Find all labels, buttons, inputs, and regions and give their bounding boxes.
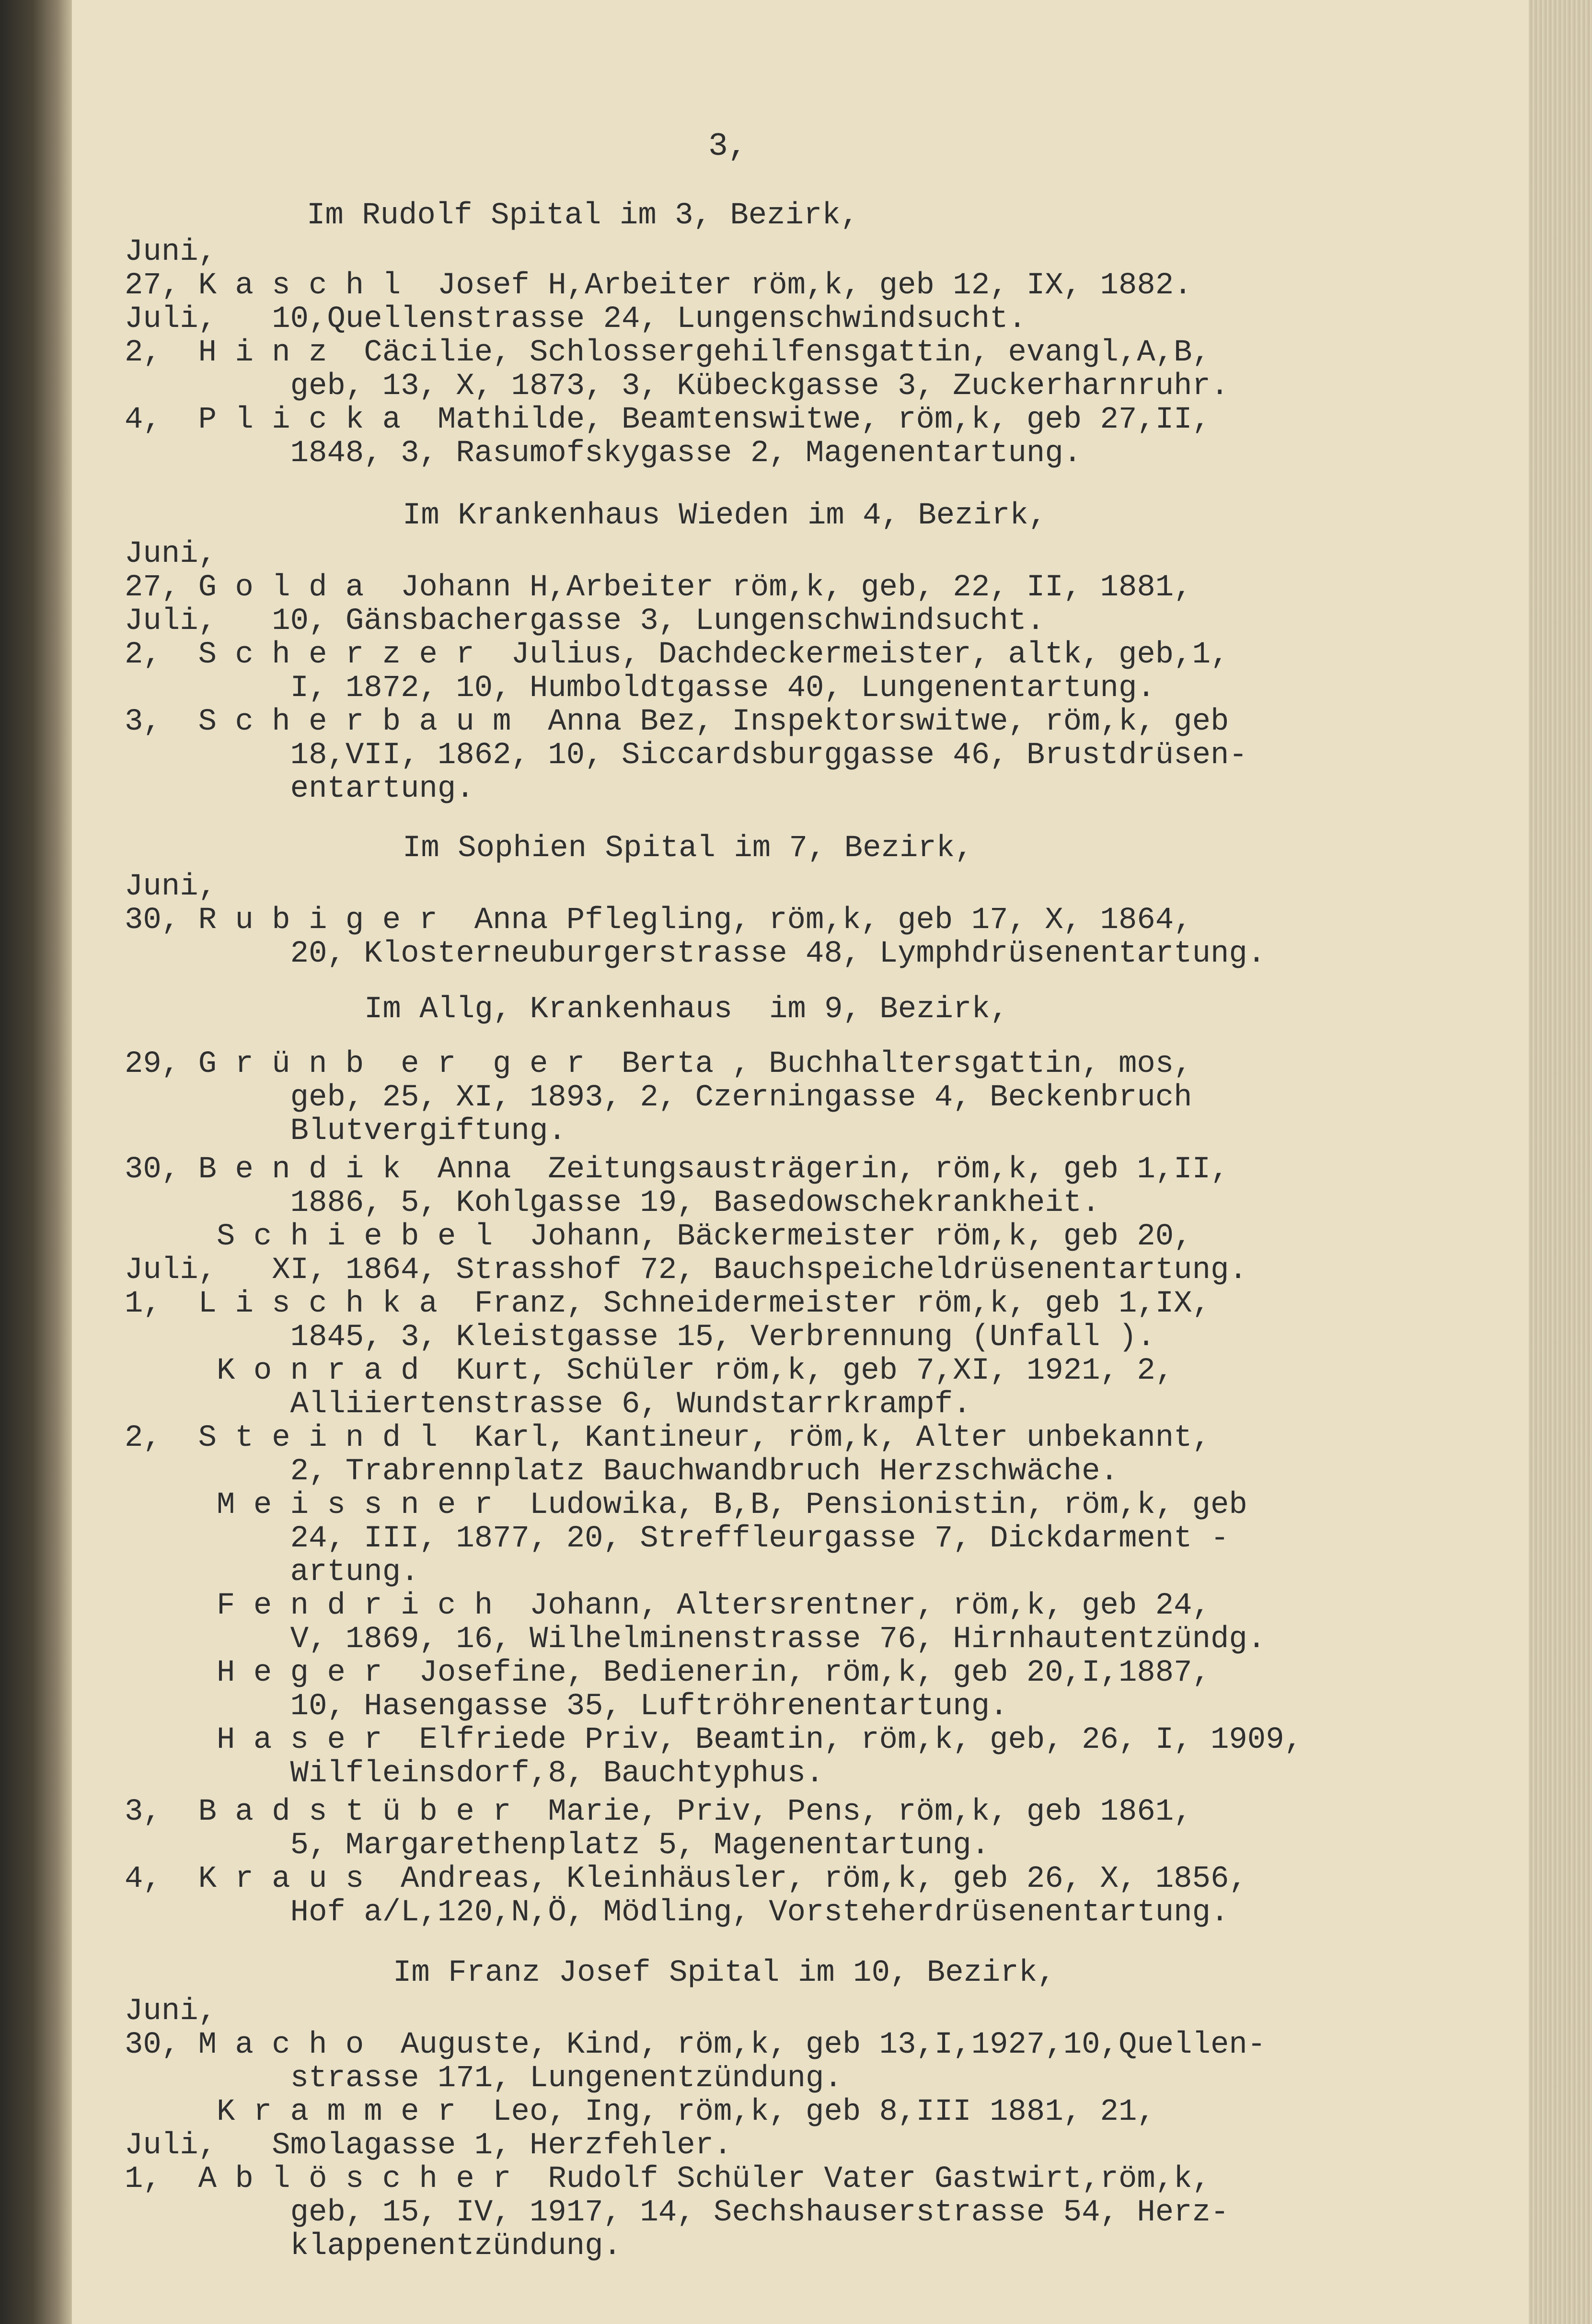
register-line: I, 1872, 10, Humboldtgasse 40, Lungenentartung. <box>125 671 1155 706</box>
register-line: 2, H i n z Cäcilie, Schlossergehilfensgattin, evangl,A,B, <box>125 336 1211 370</box>
register-line: 1, A b l ö s c h e r Rudolf Schüler Vater Gastwirt,röm,k, <box>125 2162 1211 2196</box>
register-line: S c h i e b e l Johann, Bäckermeister röm,k, geb 20, <box>125 1220 1192 1254</box>
register-line: Wilfleinsdorf,8, Bauchtyphus. <box>125 1756 824 1791</box>
register-line: Juni, <box>125 870 217 904</box>
register-line: geb, 13, X, 1873, 3, Kübeckgasse 3, Zuckerharnruhr. <box>125 369 1229 404</box>
register-line: klappenentzündung. <box>125 2229 622 2264</box>
register-line: 1, L i s c h k a Franz, Schneidermeister röm,k, geb 1,IX, <box>125 1287 1211 1321</box>
register-line: V, 1869, 16, Wilhelminenstrasse 76, Hirnhautentzündg. <box>125 1622 1266 1657</box>
register-line: 30, R u b i g e r Anna Pflegling, röm,k, geb 17, X, 1864, <box>125 903 1192 938</box>
register-line: 1848, 3, Rasumofskygasse 2, Magenentartung. <box>125 436 1082 471</box>
register-line: 30, M a c h o Auguste, Kind, röm,k, geb 13,I,1927,10,Quellen- <box>125 2028 1266 2062</box>
register-line: strasse 171, Lungenentzündung. <box>125 2061 842 2096</box>
register-line: Juni, <box>125 235 217 269</box>
section-heading: Im Sophien Spital im 7, Bezirk, <box>403 831 973 866</box>
register-line: 1845, 3, Kleistgasse 15, Verbrennung (Unfall ). <box>125 1320 1155 1355</box>
register-line: 3, B a d s t ü b e r Marie, Priv, Pens, röm,k, geb 1861, <box>125 1795 1192 1829</box>
register-line: 5, Margarethenplatz 5, Magenentartung. <box>125 1828 990 1863</box>
register-line: H a s e r Elfriede Priv, Beamtin, röm,k, geb, 26, I, 1909, <box>125 1723 1303 1757</box>
register-line: Blutvergiftung. <box>125 1114 566 1149</box>
register-line: Juli, 10, Gänsbachergasse 3, Lungenschwindsucht. <box>125 604 1045 639</box>
register-line: Juli, 10,Quellenstrasse 24, Lungenschwindsucht. <box>125 302 1027 337</box>
register-line: entartung. <box>125 772 474 806</box>
page-edges <box>1529 0 1592 2324</box>
register-line: 10, Hasengasse 35, Luftröhrenentartung. <box>125 1689 1008 1724</box>
register-line: 18,VII, 1862, 10, Siccardsburggasse 46, Brustdrüsen- <box>125 738 1247 773</box>
register-line: 2, S t e i n d l Karl, Kantineur, röm,k, Alter unbekannt, <box>125 1421 1211 1455</box>
register-line: 2, S c h e r z e r Julius, Dachdeckermeister, altk, geb,1, <box>125 638 1229 672</box>
register-line: geb, 15, IV, 1917, 14, Sechshauserstrasse 54, Herz- <box>125 2196 1229 2230</box>
section-heading: Im Rudolf Spital im 3, Bezirk, <box>307 198 859 233</box>
register-line: 30, B e n d i k Anna Zeitungsausträgerin, röm,k, geb 1,II, <box>125 1152 1229 1187</box>
register-line: 4, K r a u s Andreas, Kleinhäusler, röm,k, geb 26, X, 1856, <box>125 1862 1247 1896</box>
register-line: M e i s s n e r Ludowika, B,B, Pensionistin, röm,k, geb <box>125 1488 1247 1522</box>
document-page <box>72 0 1529 2324</box>
section-heading: Im Allg, Krankenhaus im 9, Bezirk, <box>364 992 1009 1027</box>
section-heading: Im Franz Josef Spital im 10, Bezirk, <box>393 1956 1056 1990</box>
register-line: 27, K a s c h l Josef H,Arbeiter röm,k, geb 12, IX, 1882. <box>125 268 1192 303</box>
register-line: 1886, 5, Kohlgasse 19, Basedowschekrankheit. <box>125 1186 1100 1220</box>
section-heading: Im Krankenhaus Wieden im 4, Bezirk, <box>403 499 1047 533</box>
register-line: Juli, XI, 1864, Strasshof 72, Bauchspeicheldrüsenentartung. <box>125 1253 1247 1288</box>
register-line: 20, Klosterneuburgerstrasse 48, Lymphdrüsenentartung. <box>125 937 1266 971</box>
register-line: F e n d r i c h Johann, Altersrentner, röm,k, geb 24, <box>125 1589 1211 1623</box>
register-line: artung. <box>125 1555 419 1590</box>
register-line: 2, Trabrennplatz Bauchwandbruch Herzschwäche. <box>125 1454 1119 1489</box>
register-line: 24, III, 1877, 20, Streffleurgasse 7, Dickdarment - <box>125 1522 1229 1556</box>
page-number: 3, <box>708 128 748 165</box>
book-binding-shadow <box>0 0 72 2324</box>
register-line: Juni, <box>125 1994 217 2029</box>
register-line: Juni, <box>125 537 217 571</box>
register-line: 3, S c h e r b a u m Anna Bez, Inspektorswitwe, röm,k, geb <box>125 705 1229 739</box>
register-line: K o n r a d Kurt, Schüler röm,k, geb 7,XI, 1921, 2, <box>125 1354 1174 1388</box>
register-line: Juli, Smolagasse 1, Herzfehler. <box>125 2128 732 2163</box>
register-line: 29, G r ü n b e r g e r Berta , Buchhaltersgattin, mos, <box>125 1047 1192 1081</box>
register-line: Alliiertenstrasse 6, Wundstarrkrampf. <box>125 1387 971 1422</box>
register-line: K r a m m e r Leo, Ing, röm,k, geb 8,III 1881, 21, <box>125 2095 1155 2129</box>
register-line: H e g e r Josefine, Bedienerin, röm,k, geb 20,I,1887, <box>125 1656 1211 1690</box>
register-line: 4, P l i c k a Mathilde, Beamtenswitwe, röm,k, geb 27,II, <box>125 403 1211 437</box>
register-line: 27, G o l d a Johann H,Arbeiter röm,k, geb, 22, II, 1881, <box>125 570 1192 605</box>
register-line: Hof a/L,120,N,Ö, Mödling, Vorsteherdrüsenentartung. <box>125 1895 1229 1930</box>
register-line: geb, 25, XI, 1893, 2, Czerningasse 4, Beckenbruch <box>125 1081 1192 1115</box>
